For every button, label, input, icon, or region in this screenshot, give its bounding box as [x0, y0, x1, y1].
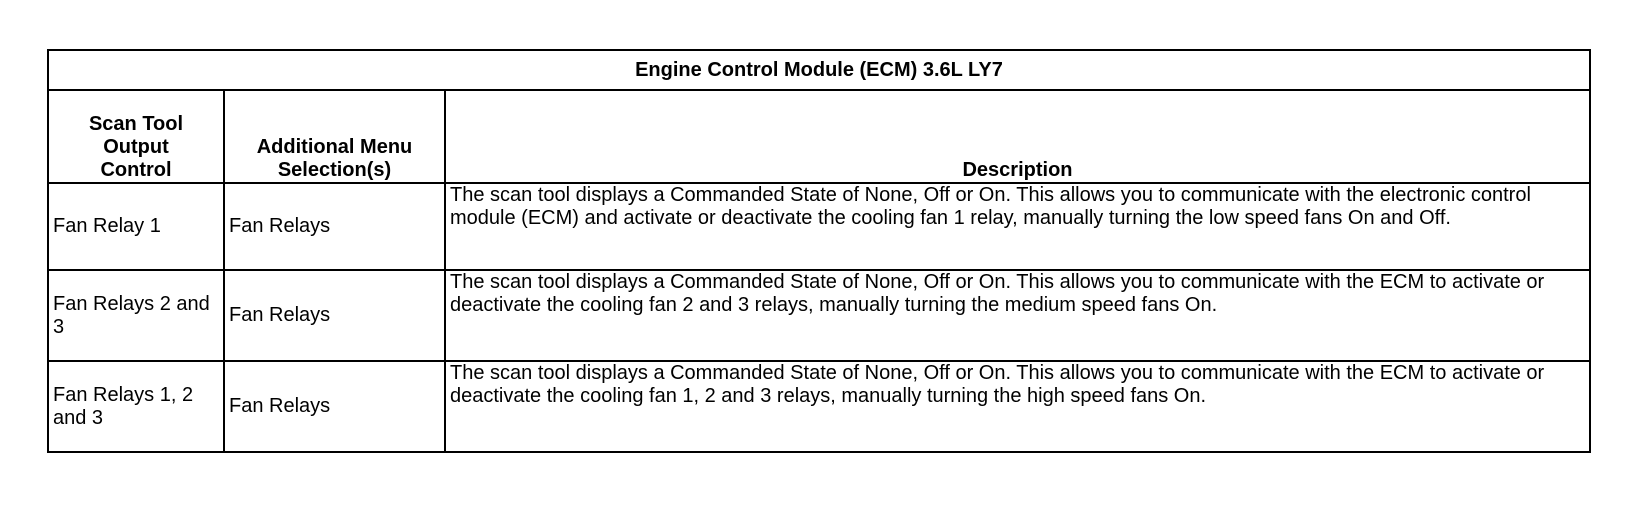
ecm-output-control-table [47, 49, 1591, 453]
output-control-cell: Fan Relays 1, 2 and 3 [48, 361, 224, 452]
output-control-cell: Fan Relay 1 [48, 183, 224, 270]
table-row [48, 361, 1590, 452]
header-line: Scan Tool [88, 113, 184, 135]
description-cell: The scan tool displays a Commanded State of None, Off or On. This allows you to communicate with the electronic control module (ECM) and activate or deactivate the cooling fan 1 relay, manually turning the low speed fans On and Off. [445, 183, 1590, 270]
header-additional-menu-selections [224, 90, 445, 183]
menu-selection-cell: Fan Relays [224, 183, 445, 270]
description-cell: The scan tool displays a Commanded State of None, Off or On. This allows you to communicate with the ECM to activate or deactivate the cooling fan 2 and 3 relays, manually turning the medium speed fans On. [445, 270, 1590, 361]
menu-selection-cell: Fan Relays [224, 270, 445, 361]
output-control-cell: Fan Relays 2 and 3 [48, 270, 224, 361]
header-description: Description [445, 90, 1590, 183]
table-title: Engine Control Module (ECM) 3.6L LY7 [48, 50, 1590, 90]
header-line: Additional Menu [256, 136, 413, 158]
header-scan-tool-output-control [48, 90, 224, 183]
description-cell: The scan tool displays a Commanded State of None, Off or On. This allows you to communicate with the ECM to activate or deactivate the cooling fan 1, 2 and 3 relays, manually turning the high speed fans On. [445, 361, 1590, 452]
header-line: Output [103, 136, 169, 158]
header-line: Selection(s) [277, 159, 392, 181]
header-line: Control [100, 159, 172, 181]
table-row [48, 183, 1590, 270]
menu-selection-cell: Fan Relays [224, 361, 445, 452]
table-row [48, 270, 1590, 361]
